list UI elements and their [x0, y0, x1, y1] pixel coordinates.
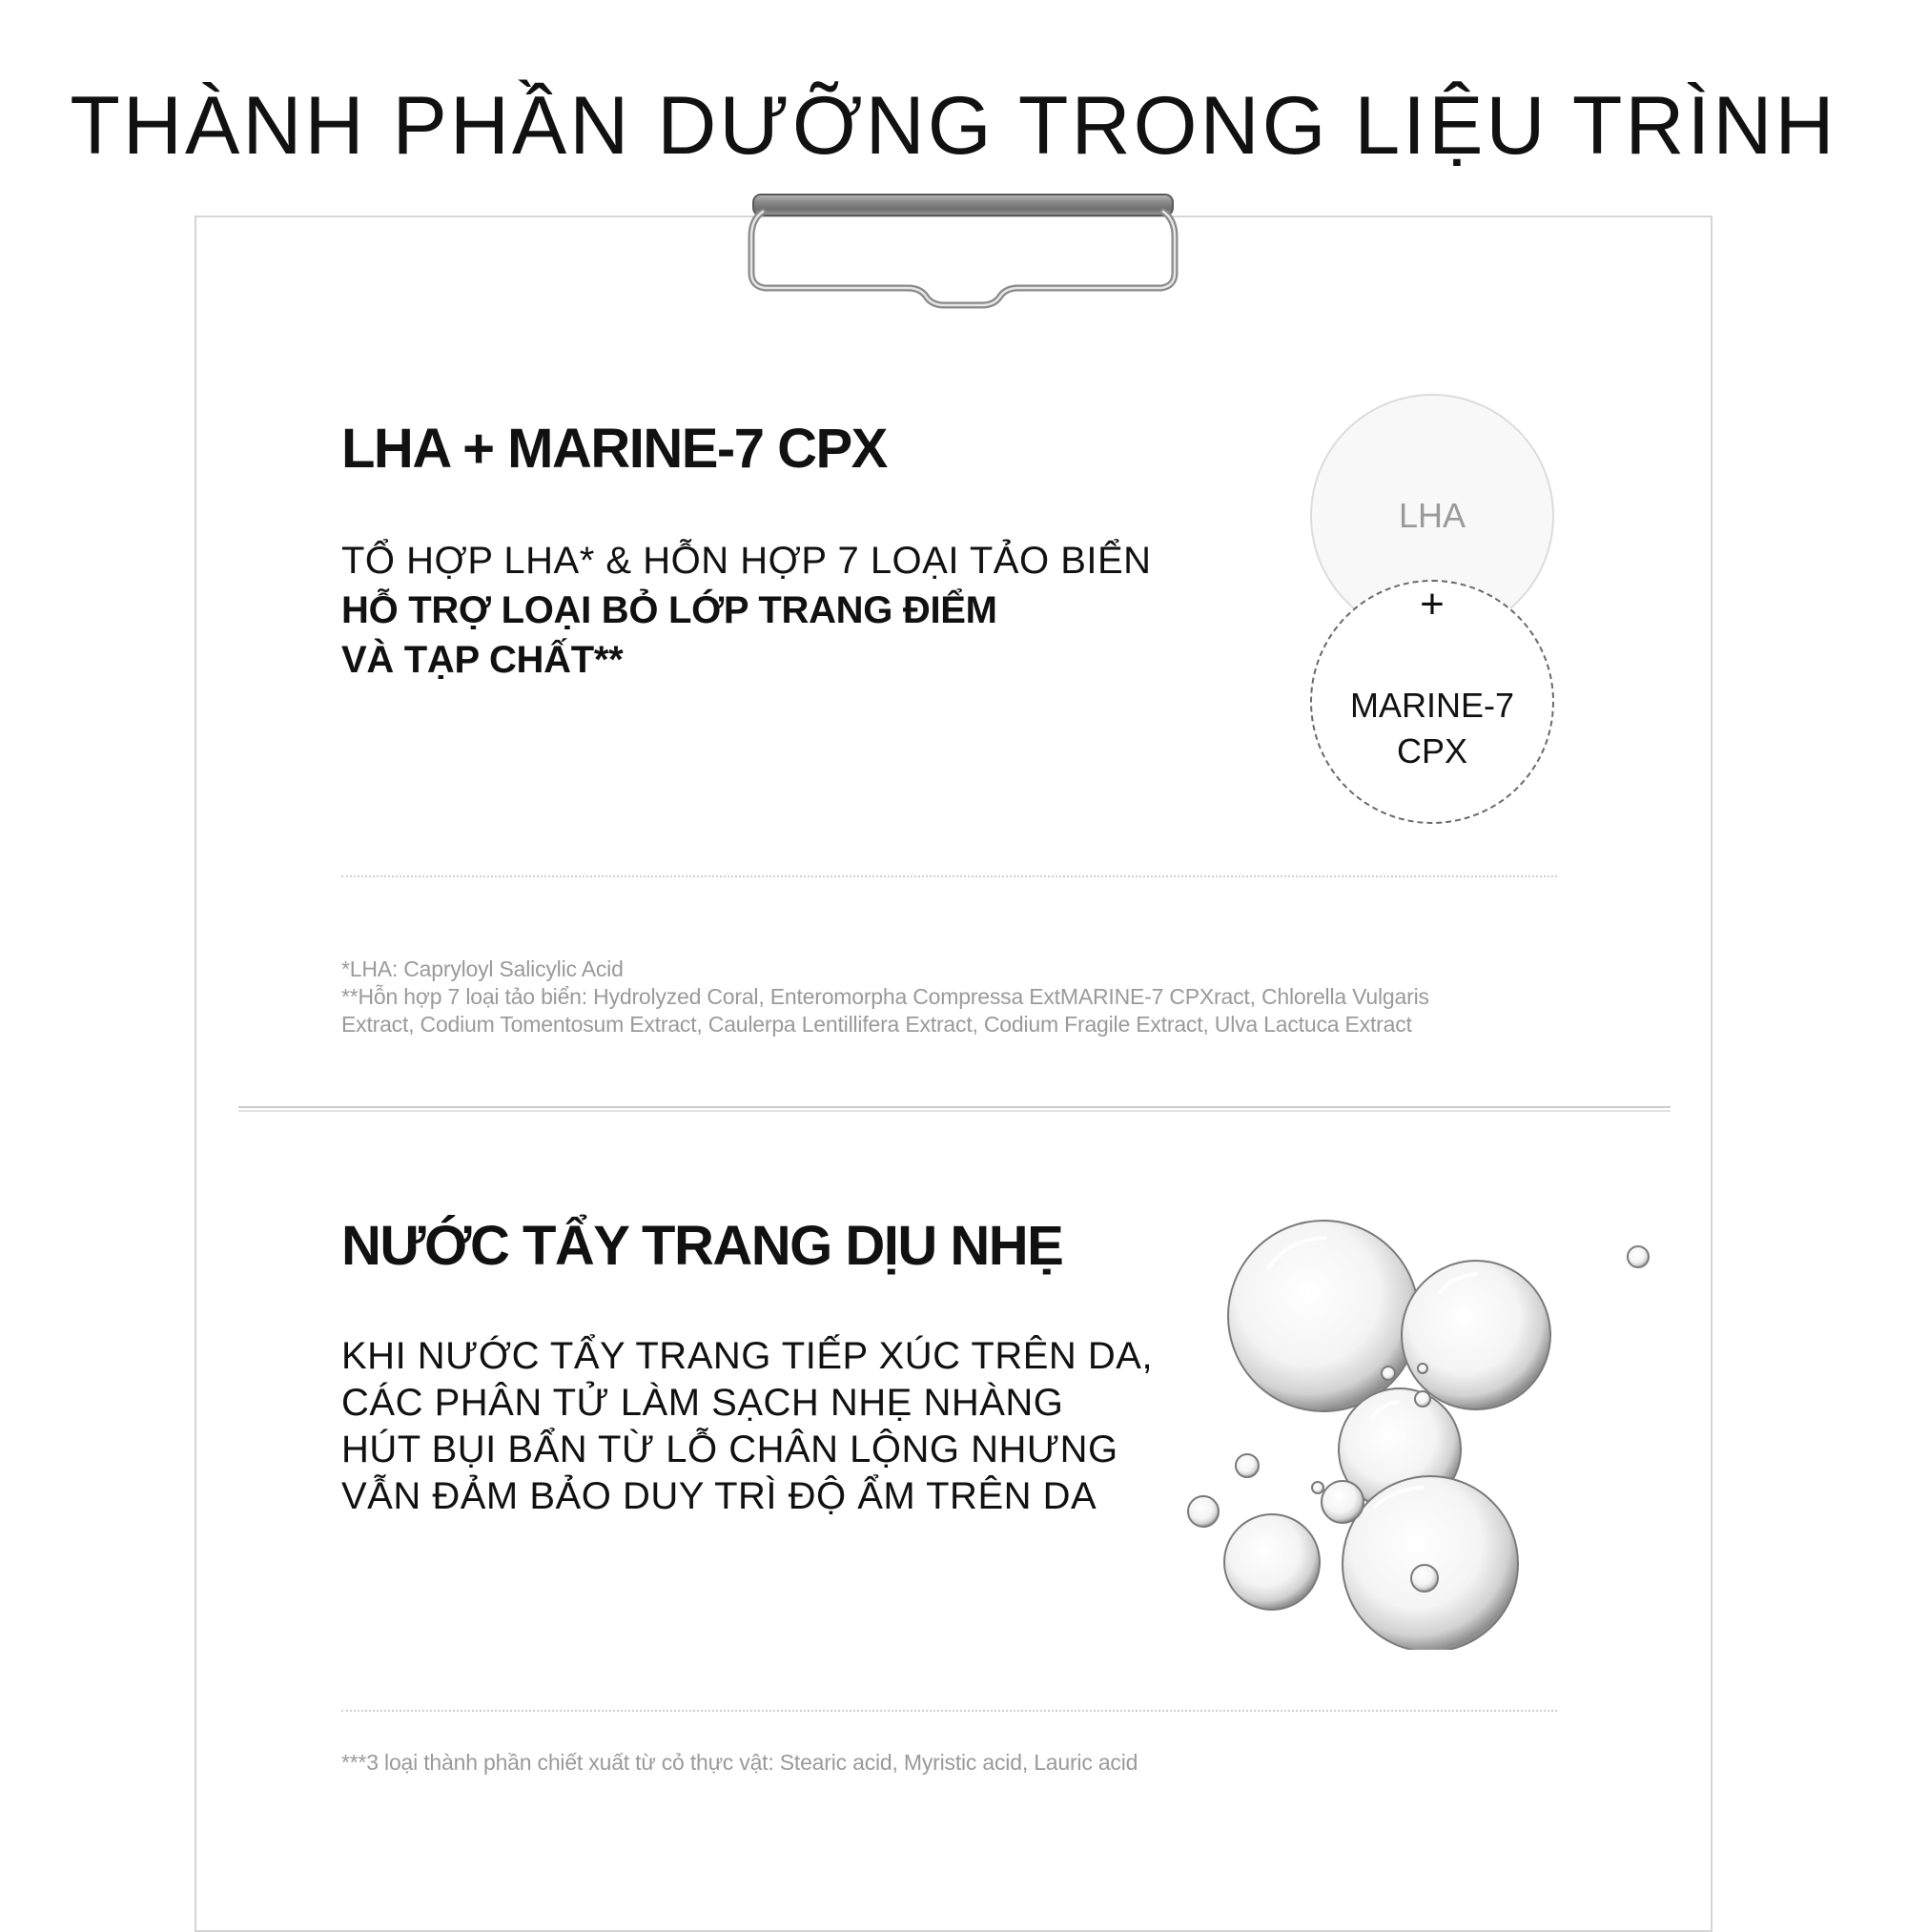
plus-sign: +	[1420, 581, 1445, 627]
section2-lead	[341, 1333, 1153, 1520]
bubbles-illustration-icon	[1173, 1192, 1669, 1650]
page-title: THÀNH PHẦN DƯỠNG TRONG LIỆU TRÌNH	[70, 80, 1837, 172]
clipboard-clip-icon	[744, 191, 1182, 315]
section2-lead-line: CÁC PHÂN TỬ LÀM SẠCH NHẸ NHÀNG	[341, 1382, 1064, 1424]
section2-footnote: ***3 loại thành phần chiết xuất từ cỏ thực vật: Stearic acid, Myristic acid, Lauric acid	[341, 1750, 1138, 1775]
section1-heading: LHA + MARINE-7 CPX	[341, 418, 887, 480]
section1-lead-bold-line: HỖ TRỢ LOẠI BỎ LỚP TRANG ĐIỂM	[341, 589, 997, 631]
footnote-line: *LHA: Capryloyl Salicylic Acid	[341, 956, 624, 981]
section1-lead-line: TỔ HỢP LHA* & HỖN HỢP 7 LOẠI TẢO BIỂN	[341, 540, 1152, 582]
section2-lead-line: HÚT BỤI BẨN TỪ LỖ CHÂN LỘNG NHƯNG	[341, 1428, 1118, 1470]
section1-lead-bold-line: VÀ TẠP CHẤT**	[341, 639, 624, 681]
footnote-line: **Hỗn hợp 7 loại tảo biển: Hydrolyzed Coral, Enteromorpha Compressa ExtMARINE-7 CPXract, Chlorella Vulgaris	[341, 984, 1429, 1009]
marine-circle-label	[1310, 683, 1554, 774]
dotted-divider	[341, 1710, 1557, 1712]
marine-circle-label-line: MARINE-7	[1349, 686, 1515, 725]
section-divider	[238, 1106, 1671, 1112]
lha-circle-label: LHA	[1398, 496, 1466, 535]
section2-heading: NƯỚC TẨY TRANG DỊU NHẸ	[341, 1215, 1063, 1277]
dotted-divider	[341, 875, 1557, 877]
marine-circle-label-line: CPX	[1396, 731, 1468, 771]
section2-lead-line: KHI NƯỚC TẨY TRANG TIẾP XÚC TRÊN DA,	[341, 1335, 1154, 1377]
section2-lead-line: VẪN ĐẢM BẢO DUY TRÌ ĐỘ ẨM TRÊN DA	[341, 1475, 1097, 1517]
section1-footnotes	[341, 956, 1571, 1038]
footnote-line: Extract, Codium Tomentosum Extract, Caulerpa Lentillifera Extract, Codium Fragile Extract, Ulva Lactuca Extract	[341, 1012, 1412, 1037]
section1-lead	[341, 536, 1152, 685]
